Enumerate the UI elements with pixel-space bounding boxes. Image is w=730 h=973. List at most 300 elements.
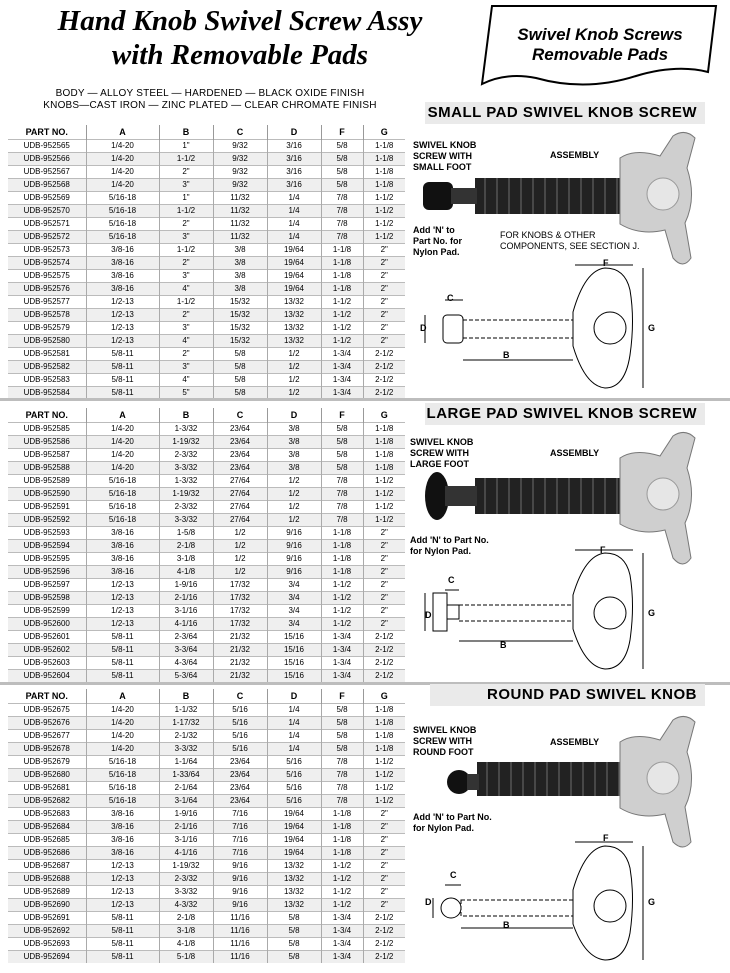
part-number-cell: UDB-952602 <box>8 644 86 657</box>
dimension-cell: 1/2 <box>213 527 267 540</box>
dimension-cell: 1-3/32 <box>159 475 213 488</box>
part-number-cell: UDB-952596 <box>8 566 86 579</box>
part-number-cell: UDB-952590 <box>8 488 86 501</box>
dimension-cell: 2" <box>363 873 405 886</box>
section-title-large: LARGE PAD SWIVEL KNOB SCREW <box>425 403 705 425</box>
dimension-cell: 1-1/2 <box>321 860 363 873</box>
dimension-cell: 1-1/8 <box>363 743 405 756</box>
table-row <box>8 140 405 153</box>
dimension-cell: 23/64 <box>213 795 267 808</box>
dimension-cell: 1/2-13 <box>86 322 159 335</box>
nylon-line: Part No. for <box>413 236 463 246</box>
dimension-cell: 4-3/32 <box>159 899 213 912</box>
dimension-cell: 5/16 <box>267 769 321 782</box>
table-row <box>8 244 405 257</box>
dimension-cell: 5/8-11 <box>86 374 159 387</box>
dimension-cell: 7/8 <box>321 514 363 527</box>
dimension-cell: 1/2 <box>267 387 321 400</box>
dimension-cell: 5/16-18 <box>86 205 159 218</box>
dimension-cell: 1/4-20 <box>86 462 159 475</box>
dimension-cell: 3/8-16 <box>86 808 159 821</box>
dimension-cell: 1-19/32 <box>159 488 213 501</box>
part-number-cell: UDB-952601 <box>8 631 86 644</box>
dimension-cell: 2-1/2 <box>363 644 405 657</box>
dimension-cell: 15/32 <box>213 296 267 309</box>
part-number-cell: UDB-952694 <box>8 951 86 964</box>
dimension-cell: 7/8 <box>321 218 363 231</box>
dimension-cell: 1-3/4 <box>321 925 363 938</box>
desc-line: SWIVEL KNOB <box>410 437 474 447</box>
table-row <box>8 449 405 462</box>
dimension-cell: 1-3/4 <box>321 374 363 387</box>
dimension-cell: 1-1/8 <box>321 847 363 860</box>
table-row <box>8 951 405 964</box>
dimension-cell: 1-1/2 <box>363 769 405 782</box>
assembly-label-small: ASSEMBLY <box>550 150 600 160</box>
part-number-cell: UDB-952686 <box>8 847 86 860</box>
dimension-cell: 1-1/2 <box>321 592 363 605</box>
dimension-cell: 1-1/2 <box>321 335 363 348</box>
dimension-cell: 19/64 <box>267 834 321 847</box>
dimension-cell: 1/2 <box>213 540 267 553</box>
section-title-round: ROUND PAD SWIVEL KNOB <box>430 684 705 706</box>
part-number-cell: UDB-952685 <box>8 834 86 847</box>
table-row <box>8 860 405 873</box>
dimension-cell: 1-1/2 <box>321 309 363 322</box>
dimension-cell: 5/16-18 <box>86 501 159 514</box>
dimension-cell: 7/16 <box>213 808 267 821</box>
dimension-cell: 5/8 <box>321 449 363 462</box>
dimension-cell: 11/16 <box>213 925 267 938</box>
dimension-cell: 9/32 <box>213 153 267 166</box>
dimension-cell: 21/32 <box>213 657 267 670</box>
table-row <box>8 153 405 166</box>
table-row <box>8 462 405 475</box>
table-row <box>8 834 405 847</box>
dimension-cell: 5/8 <box>213 348 267 361</box>
table-row <box>8 886 405 899</box>
dimension-cell: 2" <box>363 579 405 592</box>
dimension-cell: 9/16 <box>267 553 321 566</box>
dimension-cell: 5/16-18 <box>86 218 159 231</box>
dimension-cell: 2-1/64 <box>159 782 213 795</box>
dimension-cell: 3-3/32 <box>159 514 213 527</box>
dimension-cell: 1-1/2 <box>363 756 405 769</box>
dimension-cell: 2-1/2 <box>363 925 405 938</box>
dimension-cell: 1-3/4 <box>321 938 363 951</box>
dimension-cell: 19/64 <box>267 257 321 270</box>
dimension-cell: 2" <box>363 605 405 618</box>
dimension-cell: 1-1/8 <box>321 821 363 834</box>
note-line: FOR KNOBS & OTHER <box>500 230 596 240</box>
dimension-cell: 5/8 <box>321 704 363 717</box>
dimension-cell: 3/8 <box>213 283 267 296</box>
dimension-cell: 2" <box>363 618 405 631</box>
dimension-cell: 1/2-13 <box>86 860 159 873</box>
dimension-cell: 1/2 <box>267 475 321 488</box>
dimension-cell: 4" <box>159 374 213 387</box>
dimension-cell: 1/4-20 <box>86 166 159 179</box>
dimension-cell: 5/8 <box>321 166 363 179</box>
dimension-cell: 1/2 <box>213 553 267 566</box>
dimension-cell: 3/8-16 <box>86 283 159 296</box>
dimension-cell: 2" <box>363 309 405 322</box>
dimension-cell: 3/8 <box>213 270 267 283</box>
dimension-cell: 23/64 <box>213 423 267 436</box>
dimension-cell: 3/8 <box>213 257 267 270</box>
dimension-cell: 9/16 <box>267 540 321 553</box>
part-number-cell: UDB-952677 <box>8 730 86 743</box>
part-number-cell: UDB-952585 <box>8 423 86 436</box>
dimension-cell: 1/4 <box>267 218 321 231</box>
column-header: D <box>267 125 321 140</box>
column-header: F <box>321 689 363 704</box>
dimension-cell: 1-1/8 <box>321 553 363 566</box>
dimension-cell: 1/4-20 <box>86 743 159 756</box>
dimension-cell: 1/2-13 <box>86 886 159 899</box>
dimension-cell: 3/8 <box>267 423 321 436</box>
dimension-cell: 5/16 <box>213 717 267 730</box>
dimension-cell: 2-3/64 <box>159 631 213 644</box>
dimension-cell: 2" <box>363 808 405 821</box>
dimension-cell: 13/32 <box>267 296 321 309</box>
dimension-cell: 3-1/8 <box>159 925 213 938</box>
table-row <box>8 566 405 579</box>
dimension-cell: 1-1/8 <box>363 462 405 475</box>
table-row <box>8 374 405 387</box>
dimension-cell: 1/4 <box>267 730 321 743</box>
dimension-cell: 2-1/2 <box>363 361 405 374</box>
column-header: G <box>363 125 405 140</box>
table-row <box>8 488 405 501</box>
dimension-cell: 7/8 <box>321 488 363 501</box>
dimension-drawing-round <box>415 830 715 965</box>
dimension-cell: 7/8 <box>321 769 363 782</box>
spec-line-1: BODY — ALLOY STEEL — HARDENED — BLACK OXIDE FINISH <box>55 88 365 99</box>
dimension-cell: 1-3/4 <box>321 631 363 644</box>
dimension-cell: 19/64 <box>267 808 321 821</box>
part-number-cell: UDB-952574 <box>8 257 86 270</box>
nylon-line: for Nylon Pad. <box>410 546 472 556</box>
dimension-cell: 5/16-18 <box>86 782 159 795</box>
table-row <box>8 348 405 361</box>
table-row <box>8 322 405 335</box>
column-header: F <box>321 125 363 140</box>
dimension-cell: 4-1/8 <box>159 566 213 579</box>
dim-c-small: C <box>447 293 454 303</box>
table-row <box>8 436 405 449</box>
dimension-cell: 5/8-11 <box>86 670 159 683</box>
dimension-cell: 2" <box>363 834 405 847</box>
table-row <box>8 821 405 834</box>
spec-line-2: KNOBS—CAST IRON — ZINC PLATED — CLEAR CHROMATE FINISH <box>43 100 377 111</box>
column-header: A <box>86 689 159 704</box>
dimension-cell: 1-1/2 <box>363 231 405 244</box>
part-number-cell: UDB-952676 <box>8 717 86 730</box>
table-row <box>8 808 405 821</box>
dimension-cell: 11/16 <box>213 951 267 964</box>
part-number-cell: UDB-952680 <box>8 769 86 782</box>
dimension-cell: 1-3/4 <box>321 644 363 657</box>
part-number-cell: UDB-952604 <box>8 670 86 683</box>
part-number-cell: UDB-952593 <box>8 527 86 540</box>
dimension-cell: 3" <box>159 270 213 283</box>
dim-g-small: G <box>648 323 656 333</box>
note-line: COMPONENTS, SEE SECTION J. <box>500 241 640 251</box>
part-number-cell: UDB-952572 <box>8 231 86 244</box>
dimension-cell: 2" <box>363 886 405 899</box>
dimension-cell: 7/8 <box>321 205 363 218</box>
dimension-cell: 15/16 <box>267 631 321 644</box>
dimension-cell: 5/8 <box>267 912 321 925</box>
dim-f-round: F <box>603 833 609 843</box>
table-row <box>8 309 405 322</box>
nylon-line: Nylon Pad. <box>413 247 460 257</box>
column-header: A <box>86 408 159 423</box>
dimension-cell: 4" <box>159 283 213 296</box>
dimension-cell: 3/8-16 <box>86 847 159 860</box>
table-row <box>8 717 405 730</box>
table-row <box>8 756 405 769</box>
dimension-cell: 1-1/2 <box>363 514 405 527</box>
dimension-cell: 3/16 <box>267 166 321 179</box>
dimension-cell: 1-17/32 <box>159 717 213 730</box>
dimension-cell: 3-3/32 <box>159 462 213 475</box>
column-header: D <box>267 689 321 704</box>
dimension-cell: 1-3/4 <box>321 912 363 925</box>
dimension-cell: 9/16 <box>213 860 267 873</box>
part-number-cell: UDB-952575 <box>8 270 86 283</box>
dimension-cell: 1-3/4 <box>321 361 363 374</box>
table-header-row <box>8 689 405 704</box>
parts-table-small <box>8 125 405 399</box>
dimension-cell: 1/2-13 <box>86 899 159 912</box>
dimension-cell: 23/64 <box>213 449 267 462</box>
dimension-cell: 1-1/2 <box>159 153 213 166</box>
dimension-cell: 1-1/8 <box>363 179 405 192</box>
part-number-cell: UDB-952582 <box>8 361 86 374</box>
table-row <box>8 540 405 553</box>
dimension-cell: 1-33/64 <box>159 769 213 782</box>
column-header: B <box>159 125 213 140</box>
dimension-cell: 15/32 <box>213 322 267 335</box>
table-row <box>8 579 405 592</box>
dimension-cell: 5/8-11 <box>86 631 159 644</box>
table-row <box>8 192 405 205</box>
dimension-cell: 1-3/32 <box>159 423 213 436</box>
part-number-cell: UDB-952683 <box>8 808 86 821</box>
dimension-cell: 1-1/2 <box>363 782 405 795</box>
dimension-drawing-large <box>415 545 715 675</box>
dimension-cell: 2" <box>363 527 405 540</box>
dimension-cell: 2-1/2 <box>363 912 405 925</box>
dimension-cell: 5/8-11 <box>86 938 159 951</box>
dimension-cell: 9/32 <box>213 179 267 192</box>
dimension-cell: 2-1/8 <box>159 912 213 925</box>
dimension-cell: 13/32 <box>267 886 321 899</box>
dimension-cell: 13/32 <box>267 309 321 322</box>
table-row <box>8 938 405 951</box>
dimension-cell: 5-3/64 <box>159 670 213 683</box>
part-number-cell: UDB-952600 <box>8 618 86 631</box>
dimension-cell: 2-1/2 <box>363 938 405 951</box>
dimension-cell: 5/16 <box>267 795 321 808</box>
dimension-cell: 9/32 <box>213 166 267 179</box>
dimension-cell: 21/32 <box>213 670 267 683</box>
column-header: PART NO. <box>25 410 68 420</box>
part-number-cell: UDB-952599 <box>8 605 86 618</box>
dimension-cell: 2-1/16 <box>159 821 213 834</box>
table-row <box>8 514 405 527</box>
dimension-cell: 23/64 <box>213 436 267 449</box>
dimension-cell: 1-3/4 <box>321 951 363 964</box>
dimension-cell: 1-1/8 <box>363 449 405 462</box>
table-row <box>8 553 405 566</box>
dimension-cell: 3/8-16 <box>86 527 159 540</box>
dimension-cell: 1/4 <box>267 231 321 244</box>
dimension-cell: 2" <box>363 244 405 257</box>
dimension-cell: 3-1/64 <box>159 795 213 808</box>
dimension-cell: 1-1/32 <box>159 704 213 717</box>
dimension-cell: 3/4 <box>267 618 321 631</box>
dimension-cell: 3/8 <box>267 436 321 449</box>
dimension-cell: 3/8-16 <box>86 540 159 553</box>
part-number-cell: UDB-952588 <box>8 462 86 475</box>
part-number-cell: UDB-952692 <box>8 925 86 938</box>
dimension-cell: 7/16 <box>213 847 267 860</box>
dimension-cell: 2" <box>363 322 405 335</box>
dimension-cell: 21/32 <box>213 631 267 644</box>
column-header: PART NO. <box>25 691 68 701</box>
dimension-cell: 2" <box>363 296 405 309</box>
table-row <box>8 873 405 886</box>
dimension-cell: 1-1/8 <box>321 257 363 270</box>
dimension-cell: 1-3/4 <box>321 670 363 683</box>
dimension-cell: 5/8 <box>321 140 363 153</box>
desc-line: SMALL FOOT <box>413 162 472 172</box>
desc-line: SCREW WITH <box>413 151 472 161</box>
dimension-cell: 1/4-20 <box>86 449 159 462</box>
dimension-cell: 4-1/16 <box>159 618 213 631</box>
dimension-cell: 3/8-16 <box>86 270 159 283</box>
dimension-cell: 5/16 <box>267 756 321 769</box>
dimension-cell: 1/4 <box>267 704 321 717</box>
assembly-label-round: ASSEMBLY <box>550 737 600 747</box>
dimension-cell: 3/4 <box>267 605 321 618</box>
dimension-cell: 1-5/8 <box>159 527 213 540</box>
dimension-cell: 2" <box>363 566 405 579</box>
table-row <box>8 925 405 938</box>
part-number-cell: UDB-952589 <box>8 475 86 488</box>
dimension-cell: 5/8 <box>321 730 363 743</box>
column-header: F <box>321 408 363 423</box>
dimension-cell: 2-1/2 <box>363 951 405 964</box>
dimension-cell: 1-1/64 <box>159 756 213 769</box>
table-row <box>8 618 405 631</box>
table-row <box>8 475 405 488</box>
dimension-cell: 13/32 <box>267 899 321 912</box>
dimension-cell: 3-1/16 <box>159 605 213 618</box>
dim-d-round: D <box>425 897 432 907</box>
dimension-cell: 15/16 <box>267 657 321 670</box>
table-row <box>8 899 405 912</box>
dimension-cell: 3/16 <box>267 179 321 192</box>
part-number-cell: UDB-952568 <box>8 179 86 192</box>
dimension-cell: 5/16 <box>213 743 267 756</box>
dimension-cell: 1/4-20 <box>86 730 159 743</box>
dimension-cell: 5/8 <box>321 153 363 166</box>
table-header-row <box>8 408 405 423</box>
dimension-cell: 1-1/8 <box>321 540 363 553</box>
dim-b-small: B <box>503 350 510 360</box>
dimension-cell: 3/8-16 <box>86 553 159 566</box>
dimension-cell: 5/16-18 <box>86 514 159 527</box>
dimension-cell: 1/4-20 <box>86 717 159 730</box>
part-number-cell: UDB-952567 <box>8 166 86 179</box>
dimension-cell: 1-1/2 <box>363 475 405 488</box>
dimension-cell: 3/8 <box>267 462 321 475</box>
assembly-label-large: ASSEMBLY <box>550 448 600 458</box>
part-number-cell: UDB-952679 <box>8 756 86 769</box>
table-row <box>8 361 405 374</box>
dimension-cell: 4-3/64 <box>159 657 213 670</box>
dimension-cell: 1-1/2 <box>321 579 363 592</box>
dimension-cell: 1-3/4 <box>321 348 363 361</box>
column-header: B <box>159 408 213 423</box>
dimension-cell: 3" <box>159 361 213 374</box>
table-row <box>8 257 405 270</box>
dimension-cell: 1-1/8 <box>321 808 363 821</box>
dimension-cell: 21/32 <box>213 644 267 657</box>
dimension-cell: 5" <box>159 387 213 400</box>
dimension-cell: 1-19/32 <box>159 860 213 873</box>
dimension-cell: 3/8-16 <box>86 834 159 847</box>
dimension-cell: 3/8-16 <box>86 821 159 834</box>
column-header: G <box>363 689 405 704</box>
dimension-cell: 7/8 <box>321 231 363 244</box>
part-number-cell: UDB-952675 <box>8 704 86 717</box>
banner-line-1: Swivel Knob Screws <box>517 25 683 44</box>
dimension-cell: 1/4 <box>267 717 321 730</box>
dimension-cell: 1-9/16 <box>159 808 213 821</box>
table-row <box>8 231 405 244</box>
dim-b-round: B <box>503 920 510 930</box>
part-number-cell: UDB-952591 <box>8 501 86 514</box>
dimension-cell: 3/16 <box>267 153 321 166</box>
dimension-cell: 1/2 <box>267 488 321 501</box>
dimension-cell: 5/8-11 <box>86 387 159 400</box>
dimension-cell: 3/4 <box>267 579 321 592</box>
dimension-cell: 15/32 <box>213 335 267 348</box>
table-row <box>8 670 405 683</box>
table-row <box>8 423 405 436</box>
dimension-cell: 3/4 <box>267 592 321 605</box>
table-row <box>8 769 405 782</box>
section-separator <box>0 398 730 401</box>
dimension-cell: 1/4-20 <box>86 179 159 192</box>
dimension-cell: 5/8 <box>321 423 363 436</box>
dimension-cell: 1-3/4 <box>321 657 363 670</box>
dimension-cell: 3" <box>159 231 213 244</box>
dimension-cell: 1/2-13 <box>86 579 159 592</box>
column-header: G <box>363 408 405 423</box>
dimension-cell: 15/16 <box>267 644 321 657</box>
dimension-cell: 2" <box>363 860 405 873</box>
part-number-cell: UDB-952579 <box>8 322 86 335</box>
part-number-cell: UDB-952603 <box>8 657 86 670</box>
column-header: A <box>86 125 159 140</box>
dimension-cell: 1/4-20 <box>86 704 159 717</box>
